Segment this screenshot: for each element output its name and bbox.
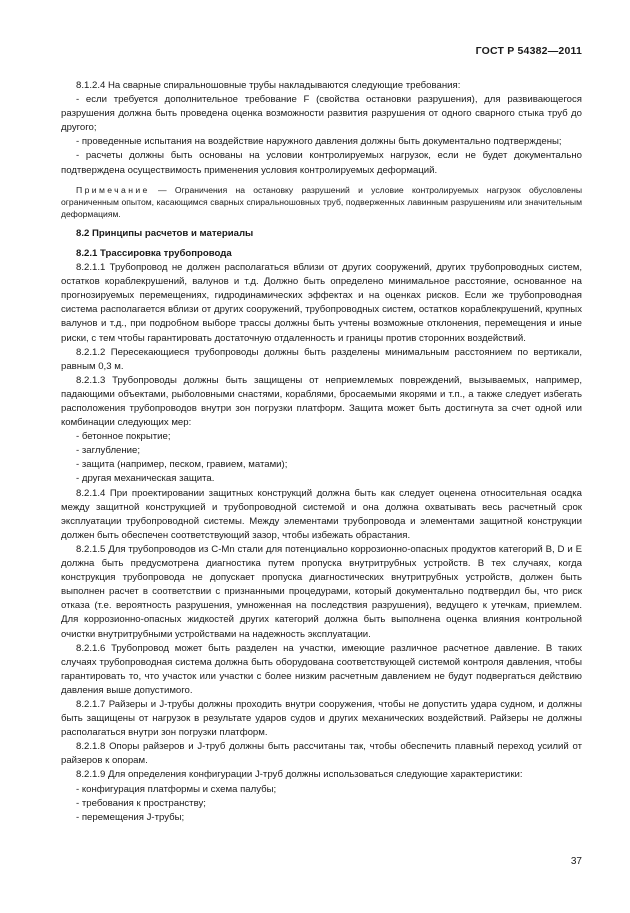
list-item: - бетонное покрытие;	[76, 431, 171, 443]
list-item: - проведенные испытания на воздействие наружного давления должны быть документально подтверждены;	[76, 136, 562, 148]
paragraph: 8.2.1.3 Трубопроводы должны быть защищены от неприемлемых повреждений, вызываемых, например, падающими объектами, рыболовными снастями, кораблями, бросаемыми якорями и т.п., а также следует избегать расположения трубопроводов внутри зон погрузки платформ. Защита может быть достигнута за счет одной или комбинации следующих мер:	[61, 374, 582, 429]
list-item: - расчеты должны быть основаны на условии контролируемых нагрузок, если не будет документально подтверждена осуществимость применения условия контролируемых деформаций.	[61, 150, 582, 176]
paragraph: 8.2.1.4 При проектировании защитных конструкций должна быть как следует оценена относительная осадка между защитной конструкцией и трубопроводной системой и она должна охватывать весь расчетный срок эксплуатации трубопроводной системы. Между элементами трубопровода и элементами защитной конструкции должен быть обеспечен соответствующий зазор, чтобы избежать обрастания.	[61, 487, 582, 541]
list-item: - если требуется дополнительное требование F (свойства остановки разрушения), для развивающегося разрушения должна быть проведена оценка возможности развития разрушения от одного сварного стыка труб до другого;	[61, 94, 582, 134]
list-item: - заглубление;	[76, 445, 141, 457]
list-item: - другая механическая защита.	[76, 473, 215, 485]
note	[61, 184, 582, 221]
paragraph: 8.2.1.8 Опоры райзеров и J-труб должны быть рассчитаны так, чтобы обеспечить плавный переход усилий от райзеров к опорам.	[61, 741, 582, 767]
paragraph: 8.2.1.6 Трубопровод может быть разделен на участки, имеющие различное расчетное давление. В таких случаях трубопроводная система должна быть оборудована соответствующей системой контроля давления, чтобы гарантировать то, что участок или участки с более низким расчетным давлением не будут подвергаться действию давления выше допустимого.	[61, 642, 582, 696]
list-item: - требования к пространству;	[76, 797, 206, 809]
list-item: - перемещения J-трубы;	[76, 811, 185, 823]
list-item: - защита (например, песком, гравием, матами);	[76, 459, 288, 471]
paragraph: 8.2.1.7 Райзеры и J-трубы должны проходить внутри сооружения, чтобы не допустить удара судном, и должны быть защищены от нагрузок в результате ударов судов и других механических воздействий. Райзеры не должны располагаться внутри зон погрузки платформ.	[61, 698, 582, 739]
list-item: - конфигурация платформы и схема палубы;	[76, 783, 277, 795]
subsection-heading: 8.2.1 Трассировка трубопровода	[76, 247, 232, 259]
paragraph: 8.2.1.5 Для трубопроводов из С-Mn стали для потенциально коррозионно-опасных продуктов категорий В, D и Е должна быть предусмотрена диагностика путем пропуска внутритрубных устройств. В тех случаях, когда конструкция трубопровода не допускает пропуска диагностических внутритрубных устройств, должен быть выполнен расчет в соответствии с признанными процедурами, который документально подтвердил бы, что риск отказа (т.е. вероятность разрушения, умноженная на последствия разрушения), ведущего к утечкам, приемлем. Для коррозионно-опасных жидкостей других категорий должна быть выполнена оценка влияния контрольной очистки внутритрубными устройствами на надежность эксплуатации.	[61, 543, 582, 640]
section-heading: 8.2 Принципы расчетов и материалы	[76, 227, 254, 239]
note-text: — Ограничения на остановку разрушений и условие контролируемых нагрузок обусловлены ограниченным опытом, касающимся сварных спиральношовных труб, подверженных лавинным разрушениям или значительным деформациям.	[61, 184, 582, 220]
paragraph: 8.2.1.1 Трубопровод не должен располагаться вблизи от других сооружений, других трубопроводных систем, остатков кораблекрушений, валунов и т.д. Должно быть определено минимальное расстояние, основанное на прогнозируемых перемещениях, гидродинамических эффектах и на оценках рисков. Если же трубопроводная система располагается вблизи от других сооружений, трубопроводных систем, остатков кораблекрушений, крупных валунов и т.д., при подробном выборе трассы должны быть учтены возможные отклонения, перемещения и иные риски, с тем чтобы гарантировать достаточную отдаленность и границы против сторонних воздействий.	[61, 262, 582, 344]
paragraph: 8.1.2.4 На сварные спиральношовные трубы накладываются следующие требования:	[76, 80, 461, 91]
paragraph: 8.2.1.9 Для определения конфигурации J-труб должны использоваться следующие характеристики:	[76, 769, 523, 781]
document-body	[61, 79, 582, 825]
note-label: Примечание	[76, 184, 150, 195]
document-id: ГОСТ Р 54382—2011	[475, 45, 582, 57]
paragraph: 8.2.1.2 Пересекающиеся трубопроводы должны быть разделены минимальным расстоянием по вертикали, равным 0,3 м.	[61, 346, 582, 372]
page-number: 37	[570, 856, 582, 867]
